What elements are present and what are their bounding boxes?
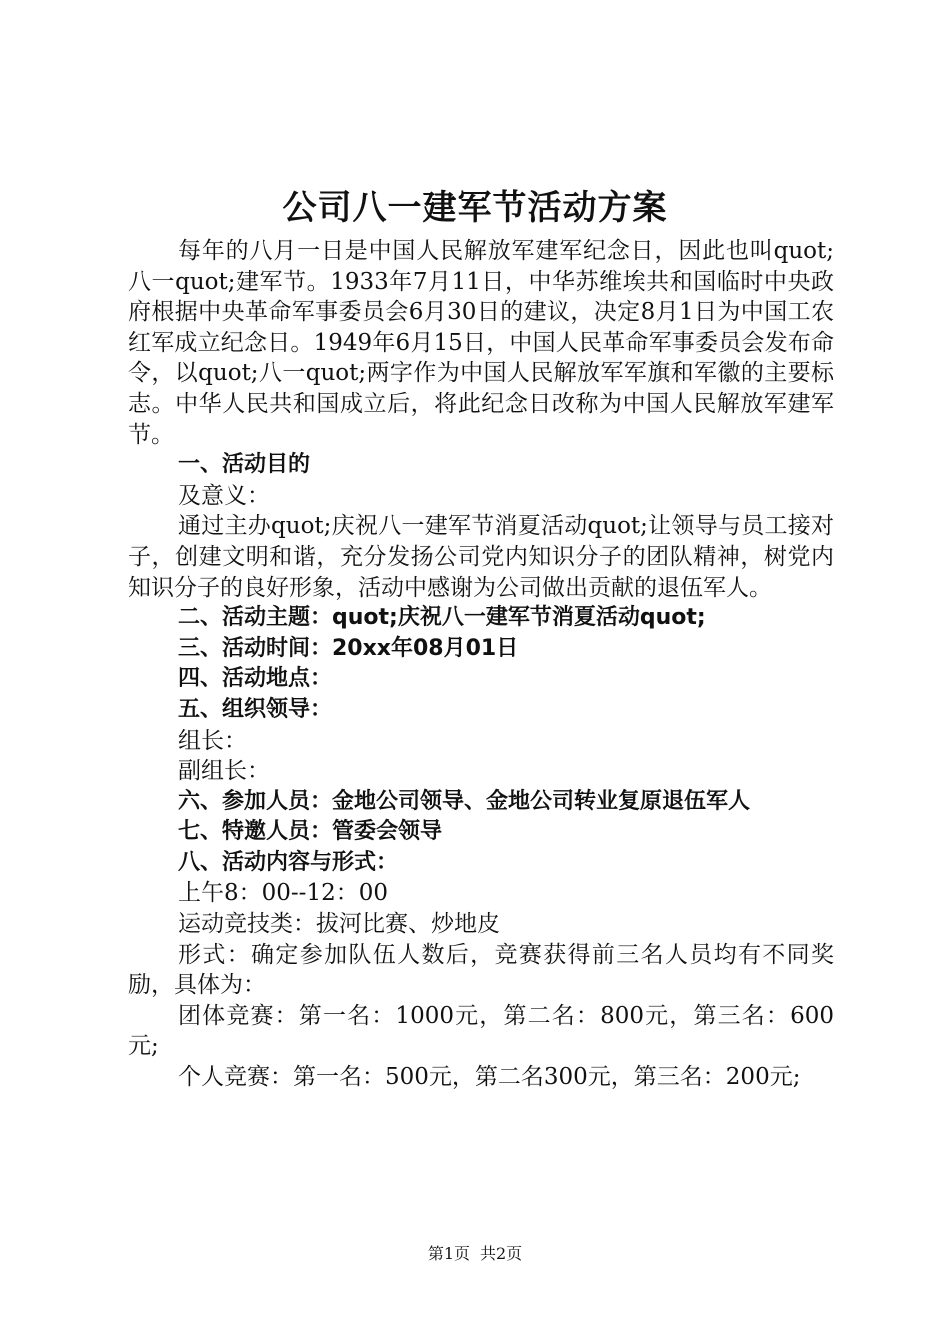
document-body: [128, 236, 834, 1093]
section-heading-purpose: 一、活动目的: [178, 452, 311, 478]
section-heading-theme: 二、活动主题：quot;庆祝八一建军节消夏活动quot;: [178, 605, 706, 631]
document-title: 公司八一建军节活动方案: [282, 188, 668, 228]
page-total: 共2页: [480, 1244, 523, 1263]
section-heading-participants: 六、参加人员：金地公司领导、金地公司转业复原退伍军人: [178, 788, 751, 814]
paragraph-individual-prizes: 个人竞赛：第一名：500元，第二名300元，第三名：200元;: [178, 1064, 801, 1091]
page-footer: [0, 1243, 950, 1265]
paragraph-competitions: 运动竞技类：拔河比赛、炒地皮: [178, 911, 500, 938]
section-heading-location: 四、活动地点：: [178, 666, 333, 692]
page-number: 第1页: [427, 1244, 470, 1263]
paragraph-intro: 每年的八月一日是中国人民解放军建军纪念日，因此也叫quot;八一quot;建军节。1933年7月11日，中华苏维埃共和国临时中央政府根据中央革命军事委员会6月30日的建议，决定8月1日为中国工农红军成立纪念日。1949年6月15日，中国人民革命军事委员会发布命令，以quot;八一quot;两字作为中国人民解放军军旗和军徽的主要标志。中华人民共和国成立后，将此纪念日改称为中国人民解放军建军节。: [128, 238, 834, 448]
section-heading-guests: 七、特邀人员：管委会领导: [178, 819, 443, 845]
paragraph-purpose: 通过主办quot;庆祝八一建军节消夏活动quot;让领导与员工接对子，创建文明和谐，充分发扬公司党内知识分子的团队精神，树党内知识分子的良好形象，活动中感谢为公司做出贡献的退伍军人。: [128, 513, 834, 601]
section-heading-content: 八、活动内容与形式：: [178, 849, 399, 875]
paragraph-deputy-leader: 副组长：: [178, 758, 270, 785]
paragraph-format: 形式：确定参加队伍人数后，竞赛获得前三名人员均有不同奖励，具体为：: [128, 941, 834, 999]
section-heading-leadership: 五、组织领导：: [178, 696, 333, 722]
paragraph-significance-label: 及意义：: [178, 482, 270, 509]
paragraph-schedule: 上午8：00--12：00: [178, 880, 388, 907]
section-heading-time: 三、活动时间：20xx年08月01日: [178, 635, 519, 661]
paragraph-group-leader: 组长：: [178, 727, 247, 754]
paragraph-team-prizes: 团体竞赛：第一名：1000元，第二名：800元，第三名：600元;: [128, 1002, 834, 1060]
